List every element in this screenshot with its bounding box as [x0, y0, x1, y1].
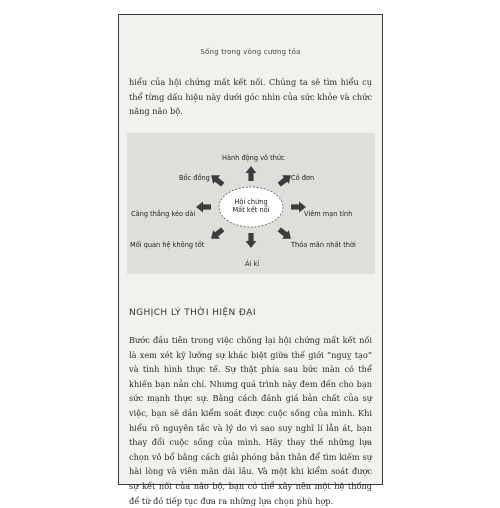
- arrow-down-left: [211, 227, 224, 238]
- arrow-down: [246, 233, 257, 248]
- label-unconscious-action: Hành động vô thức: [222, 154, 285, 162]
- arrow-up-right: [278, 175, 291, 186]
- label-prolonged-stress: Căng thẳng kéo dài: [131, 210, 196, 218]
- center-label: [219, 198, 283, 214]
- center-label-line-2: Mất kết nối: [232, 206, 270, 214]
- label-impulsiveness: Bốc đồng: [179, 174, 210, 182]
- arrow-up: [246, 166, 257, 181]
- running-header: Sống trong vòng cương tỏa: [200, 48, 301, 56]
- disconnection-syndrome-diagram: [127, 133, 375, 274]
- arrow-down-right: [278, 227, 291, 238]
- label-temporary-satisfaction: Thỏa mãn nhất thời: [291, 241, 356, 249]
- body-paragraph: Bước đầu tiên trong việc chống lại hội chứng mất kết nối là xem xét kỹ lưỡng sự khác biệt giữa thế giới “nguỵ tạo” và tình hình thực tế. Sự thật phía sau bức màn có thể khiến bạn nản chí. Nhưng quá trình này đem đến cho bạn sức mạnh thực sự. Bằng cách đánh giá bản chất của sự việc, bạn sẽ dần kiểm soát được cuộc sống của mình. Khi hiểu rõ nguyên tắc và lý do vì sao suy nghĩ lí lẫn át, bạn thay đổi cuộc sống của mình. Hãy thay thế những lựa chọn vô bổ bằng cách giải phóng bản thân để tìm kiếm sự hài lòng và viên mãn dài lâu. Và một khi kiểm soát được sự kết nối của não bộ, bạn có thể xây nên một hệ thống để từ đó tiếp tục đưa ra những lựa chọn phù hợp.: [129, 335, 372, 506]
- section-title: NGHỊCH LÝ THỜI HIỆN ĐẠI: [129, 308, 256, 318]
- book-page: [118, 14, 383, 506]
- label-bad-relationships: Mối quan hệ không tốt: [130, 241, 205, 249]
- arrow-left: [196, 202, 211, 213]
- arrow-up-left: [211, 175, 224, 186]
- label-narcissism: Ái kỉ: [245, 260, 260, 268]
- label-chronic-inflammation: Viêm mạn tính: [304, 210, 353, 218]
- label-loneliness: Cô đơn: [291, 174, 315, 182]
- intro-paragraph: hiểu của hội chứng mất kết nối. Chúng ta sẽ tìm hiểu cụ thể từng dấu hiệu này dưới góc nhìn của sức khỏe và chức năng não bộ.: [129, 77, 372, 117]
- center-label-line-1: Hội chứng: [234, 198, 268, 206]
